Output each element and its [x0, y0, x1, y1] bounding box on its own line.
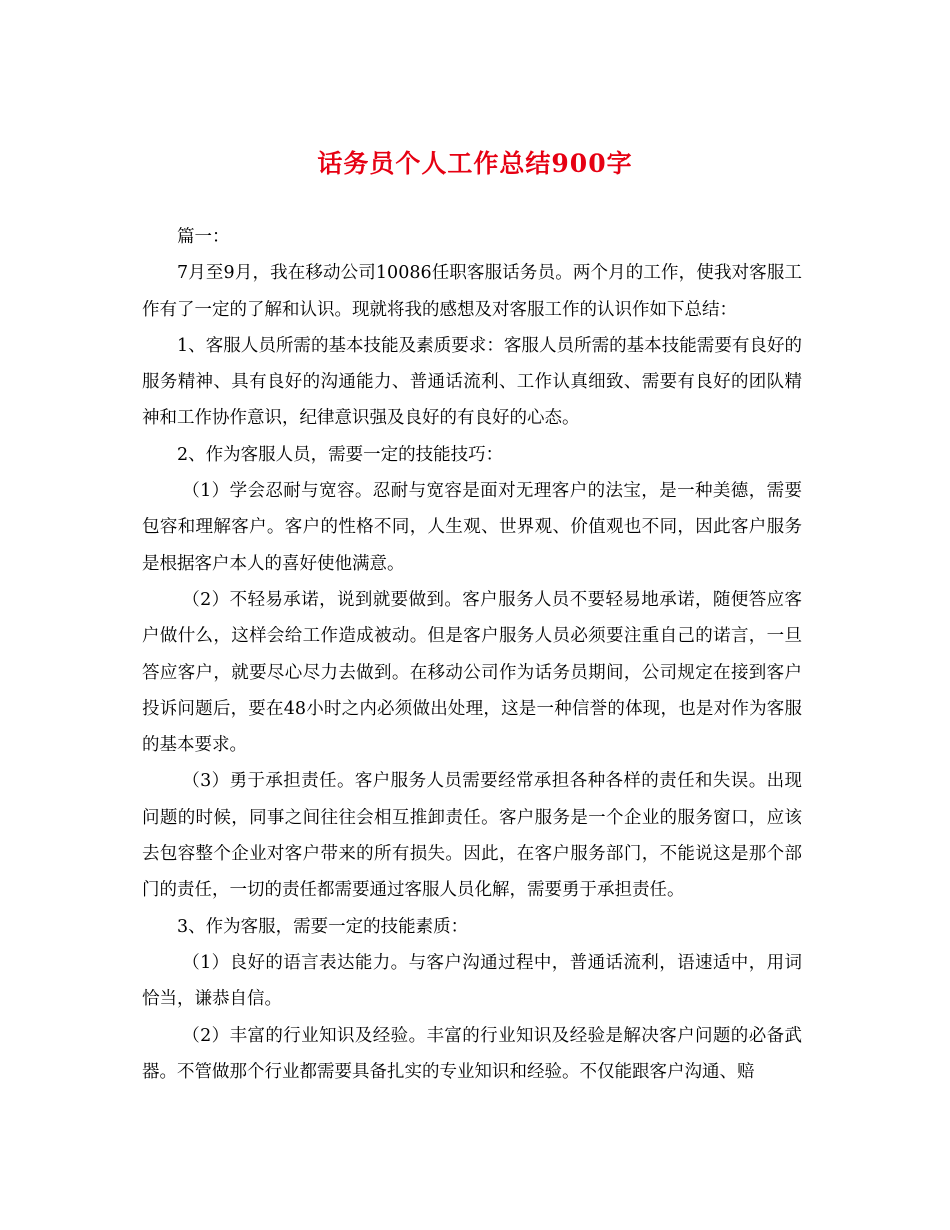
paragraph-intro: 7月至9月，我在移动公司10086任职客服话务员。两个月的工作，使我对客服工作有了一定的了解和认识。现就将我的感想及对客服工作的认识作如下总结： — [142, 263, 802, 320]
paragraph-point-2: 2、作为客服人员，需要一定的技能技巧： — [177, 444, 504, 465]
paragraph-point-3-2: （2）丰富的行业知识及经验。丰富的行业知识及经验是解决客户问题的必备武器。不管做那个行业都需要具备扎实的专业知识和经验。不仅能跟客户沟通、赔 — [142, 1025, 802, 1082]
paragraph-point-3-1: （1）良好的语言表达能力。与客户沟通过程中，普通话流利，语速适中，用词恰当，谦恭自信。 — [142, 952, 802, 1010]
document-title: 话务员个人工作总结900字 — [317, 149, 633, 178]
paragraph-point-2-3: （3）勇于承担责任。客户服务人员需要经常承担各种各样的责任和失误。出现问题的时候，同事之间往往会相互推卸责任。客户服务是一个企业的服务窗口，应该去包容整个企业对客户带来的所有损失。因此，在客户服务部门，不能说这是那个部门的责任，一切的责任都需要通过客服人员化解，需要勇于承担责任。 — [142, 771, 802, 901]
paragraph-point-3: 3、作为客服，需要一定的技能素质： — [177, 916, 469, 937]
paragraph-point-2-2: （2）不轻易承诺，说到就要做到。客户服务人员不要轻易地承诺，随便答应客户做什么，这样会给工作造成被动。但是客户服务人员必须要注重自己的诺言，一旦答应客户，就要尽心尽力去做到。在移动公司作为话务员期间，公司规定在接到客户投诉问题后，要在48小时之内必须做出处理，这是一种信誉的体现，也是对作为客服的基本要求。 — [142, 589, 802, 756]
paragraph-point-2-1: （1）学会忍耐与宽容。忍耐与宽容是面对无理客户的法宝，是一种美德，需要包容和理解客户。客户的性格不同，人生观、世界观、价值观也不同，因此客户服务是根据客户本人的喜好使他满意。 — [142, 481, 802, 574]
document-body — [142, 219, 802, 1090]
paragraph-section-heading: 篇一： — [177, 227, 230, 247]
paragraph-point-1: 1、客服人员所需的基本技能及素质要求：客服人员所需的基本技能需要有良好的服务精神、具有良好的沟通能力、普通话流利、工作认真细致、需要有良好的团队精神和工作协作意识，纪律意识强及良好的有良好的心态。 — [142, 335, 802, 429]
